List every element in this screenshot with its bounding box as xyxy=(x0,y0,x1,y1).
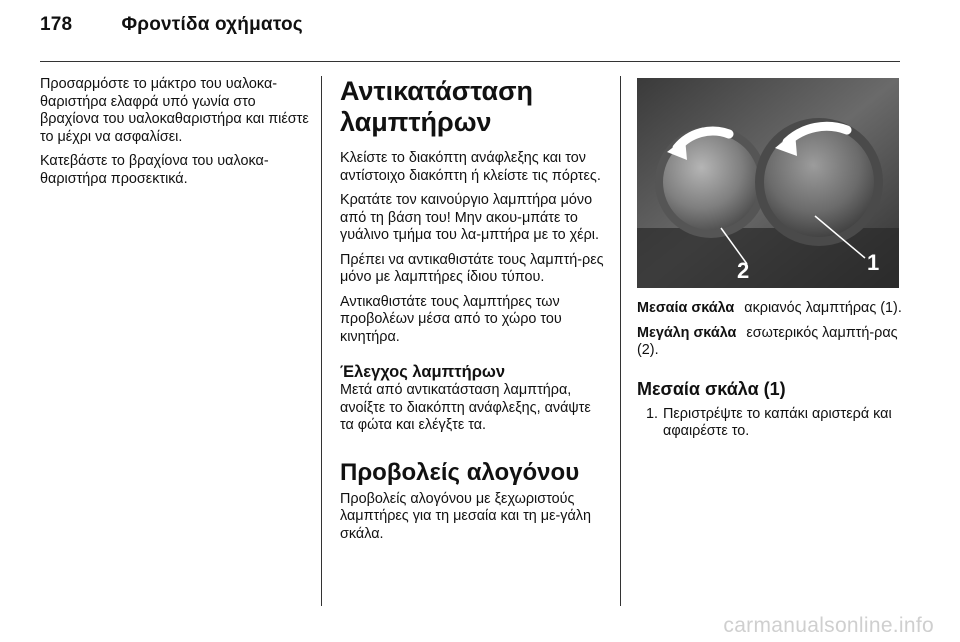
column-3 xyxy=(637,76,902,441)
callout-1: 1 xyxy=(867,250,880,275)
paragraph: Κρατάτε τον καινούργιο λαμπτήρα μόνο από τη βάση του! Μην ακου-μπάτε το γυάλινο τμήμα του λα-μπτήρα με το χέρι. xyxy=(340,192,599,243)
page-number: 178 xyxy=(40,14,73,35)
low-beam-subheading: Μεσαία σκάλα (1) xyxy=(637,378,786,399)
callout-2: 2 xyxy=(737,258,750,283)
paragraph: Κλείστε το διακόπτη ανάφλεξης και τον αντίστοιχο διακόπτη ή κλείστε τις πόρτες. xyxy=(340,150,601,184)
paragraph: Αντικαθιστάτε τους λαμπτήρες των προβολέων μέσα από το χώρο του κινητήρα. xyxy=(340,293,562,345)
definition-desc: ακριανός λαμπτήρας (1). xyxy=(744,300,902,316)
page-header xyxy=(40,14,303,36)
halogen-headlights-heading: Προβολείς αλογόνου xyxy=(340,458,580,486)
definition-desc: εσωτερικός λαμπτή-ρας (2). xyxy=(637,324,898,358)
step-text: Περιστρέψτε το καπάκι αριστερά και αφαιρέστε το. xyxy=(663,405,892,439)
paragraph: Προσαρμόστε το μάκτρο του υαλοκα-θαριστήρα ελαφρά υπό γωνία στο βραχίονα του υαλοκαθαριστήρα και πιέστε το μέχρι να ασφαλίσει. xyxy=(40,76,309,145)
watermark: carmanualsonline.info xyxy=(723,614,934,637)
paragraph: Πρέπει να αντικαθιστάτε τους λαμπτή-ρες μόνο με λαμπτήρες ίδιου τύπου. xyxy=(340,251,604,285)
column-2 xyxy=(340,76,608,550)
step-item xyxy=(646,406,902,441)
bulb-replacement-heading: Αντικατάσταση λαμπτήρων xyxy=(340,76,534,137)
header-rule xyxy=(40,61,900,62)
definition-high-beam xyxy=(637,325,902,360)
section-title: Φροντίδα οχήματος xyxy=(121,14,303,35)
paragraph: Προβολείς αλογόνου με ξεχωριστούς λαμπτήρες για τη μεσαία και τη με-γάλη σκάλα. xyxy=(340,490,591,542)
definition-low-beam xyxy=(637,300,902,318)
headlight-figure xyxy=(637,78,899,288)
paragraph: Μετά από αντικατάσταση λαμπτήρα, ανοίξτε το διακόπτη ανάφλεξης, ανάψτε τα φώτα και ελέγξτε τα. xyxy=(340,382,591,433)
step-number: 1. xyxy=(646,405,659,422)
headlight-illustration xyxy=(637,78,899,288)
definition-term: Μεσαία σκάλα xyxy=(637,300,735,316)
bulb-cap-right xyxy=(764,127,874,237)
column-divider-1 xyxy=(321,76,322,606)
bulb-check-heading: Έλεγχος λαμπτήρων xyxy=(340,363,506,381)
definition-term: Μεγάλη σκάλα xyxy=(637,324,737,341)
column-divider-2 xyxy=(620,76,621,606)
paragraph: Κατεβάστε το βραχίονα του υαλοκα-θαριστήρα προσεκτικά. xyxy=(40,153,269,187)
column-1 xyxy=(40,76,310,195)
